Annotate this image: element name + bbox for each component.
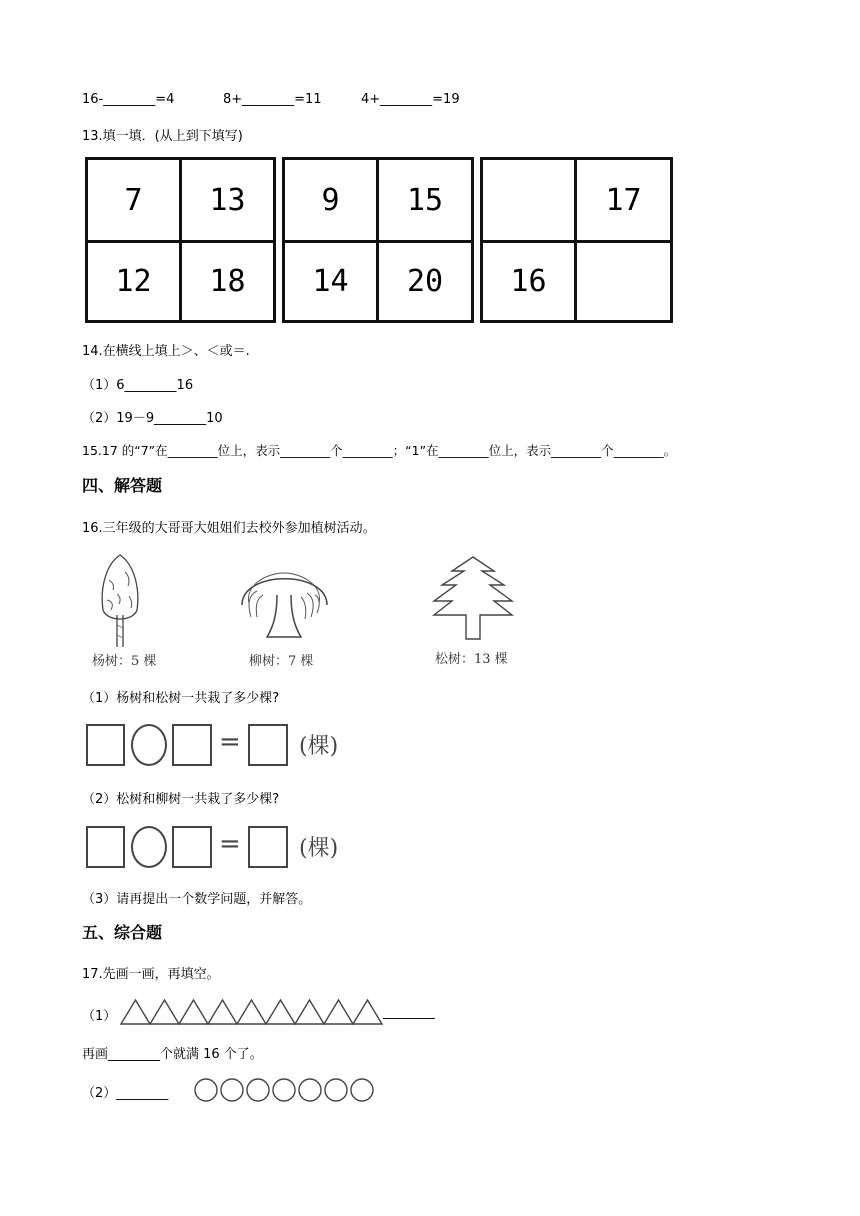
operator-circle[interactable]	[131, 826, 167, 868]
q16-prompt: 16.三年级的大哥哥大姐姐们去校外参加植树活动。	[82, 521, 376, 536]
grid-cell	[483, 160, 574, 240]
tree-label-pine: 松树：13 棵	[435, 652, 508, 667]
q16-sub-1: （1）杨树和松树一共栽了多少棵?	[82, 691, 280, 706]
grid-cell: 7	[124, 182, 143, 218]
triangle-shape	[324, 1000, 353, 1024]
circle-shape	[299, 1079, 321, 1101]
grid-cell: 18	[209, 264, 246, 299]
q12-equation-a: 16-________=4	[82, 92, 175, 107]
q13-prompt: 13.填一填．(从上到下填写)	[82, 129, 243, 144]
q14-item-2: （2）19－9________10	[82, 411, 223, 426]
tree-label-poplar: 杨树：5 棵	[92, 654, 157, 669]
triangle-shape	[237, 1000, 266, 1024]
unit-label: (棵)	[299, 836, 339, 861]
triangle-shape	[150, 1000, 179, 1024]
equals-sign: =	[219, 829, 241, 859]
grid-cell: 12	[115, 264, 152, 299]
q17-sub-1-blank: ________	[383, 1005, 435, 1020]
grid-cell: 16	[510, 264, 547, 299]
operator-circle[interactable]	[131, 724, 167, 766]
q17-sub-1-label: （1）	[82, 1009, 117, 1024]
answer-box[interactable]	[86, 826, 125, 868]
q16-sub-3: （3）请再提出一个数学问题，并解答。	[82, 892, 312, 907]
grid-cell	[577, 243, 670, 320]
triangle-shape	[121, 1000, 150, 1024]
answer-box[interactable]	[248, 724, 288, 766]
triangle-row	[119, 997, 385, 1027]
answer-box[interactable]	[86, 724, 125, 766]
q16-sub-2: （2）松树和柳树一共栽了多少棵?	[82, 792, 280, 807]
triangle-shape	[179, 1000, 208, 1024]
number-grid-2	[282, 157, 474, 323]
section-4-title: 四、解答题	[82, 476, 163, 495]
triangle-shape	[266, 1000, 295, 1024]
q14-item-1: （1）6________16	[82, 378, 194, 393]
circle-shape	[221, 1079, 243, 1101]
grid-cell: 15	[406, 182, 444, 218]
grid-cell: 20	[406, 264, 444, 299]
equals-sign: =	[219, 727, 241, 757]
q17-sub-1-text: 再画________个就满 16 个了。	[82, 1047, 263, 1062]
circle-shape	[351, 1079, 373, 1101]
circle-shape	[247, 1079, 269, 1101]
triangle-shape	[353, 1000, 382, 1024]
q14-prompt: 14.在横线上填上＞、＜或＝.	[82, 344, 250, 359]
answer-box[interactable]	[172, 724, 212, 766]
circle-shape	[195, 1079, 217, 1101]
unit-label: (棵)	[299, 734, 339, 759]
pine-tree-icon	[428, 553, 518, 641]
tree-label-willow: 柳树：7 棵	[249, 654, 314, 669]
number-grid-1	[85, 157, 276, 323]
q15-text: 15.17 的“7”在________位上，表示________个________；“1”在________位上，表示________个________。	[82, 443, 677, 458]
grid-cell: 9	[321, 182, 340, 218]
section-5-title: 五、综合题	[82, 923, 163, 942]
answer-box[interactable]	[172, 826, 212, 868]
circle-row	[193, 1076, 378, 1104]
circle-shape	[325, 1079, 347, 1101]
circle-shape	[273, 1079, 295, 1101]
q17-prompt: 17.先画一画，再填空。	[82, 967, 220, 982]
triangle-shape	[208, 1000, 237, 1024]
grid-cell: 13	[209, 182, 246, 218]
q12-equation-b: 8+________=11	[223, 92, 322, 107]
willow-tree-icon	[237, 555, 332, 640]
q17-sub-2-label: （2）________	[82, 1086, 169, 1101]
grid-cell: 17	[605, 182, 642, 218]
grid-cell: 14	[312, 264, 349, 299]
poplar-tree-icon	[95, 550, 145, 648]
number-grid-3	[480, 157, 673, 323]
q12-equation-c: 4+________=19	[361, 92, 460, 107]
triangle-shape	[295, 1000, 324, 1024]
answer-box[interactable]	[248, 826, 288, 868]
